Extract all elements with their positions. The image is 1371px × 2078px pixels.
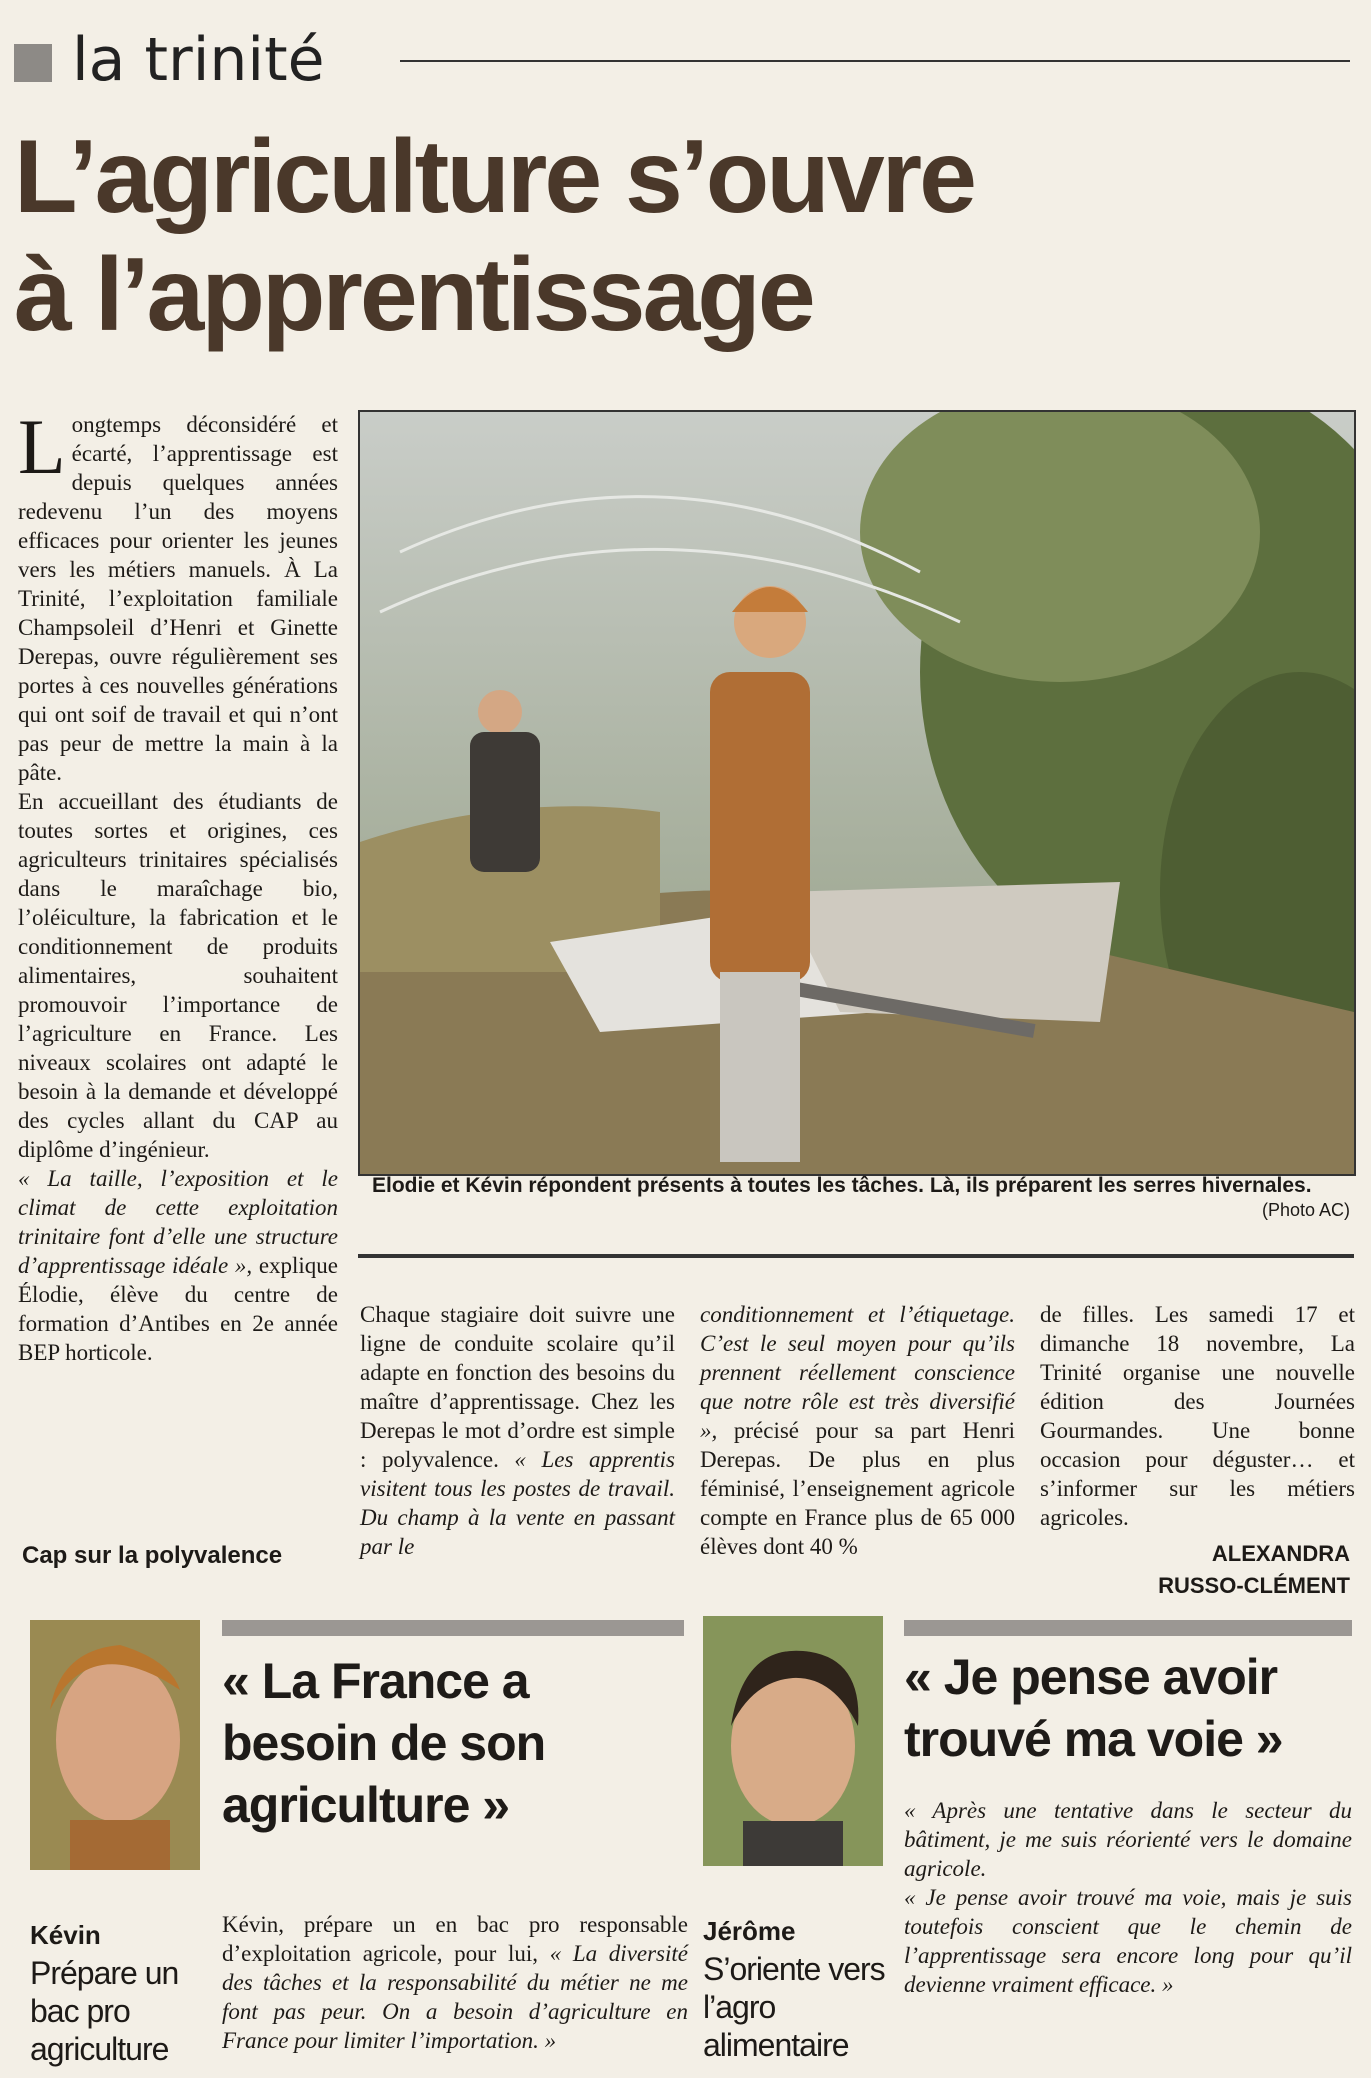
paragraph: En accueillant des étudiants de toutes sortes et origines, ces agriculteurs trinitaires spécialisés dans le maraîchage bio, l’oléiculture, la fabrication et le conditionnement de produits alimentaires, souhaitent promouvoir l’importance de l’agriculture en France. Les niveaux scolaires ont adapté le besoin à la demande et développé des cycles allant du CAP au diplôme d’ingénieur. xyxy=(18,789,338,1162)
article-column-4 xyxy=(1040,1300,1355,1532)
headline-line-1: L’agriculture s’ouvre xyxy=(14,119,974,235)
subheading: Cap sur la polyvalence xyxy=(22,1542,283,1569)
article-column-2 xyxy=(360,1300,675,1561)
pull-quote: « La France a besoin de son agriculture » xyxy=(222,1653,546,1833)
drop-cap: L xyxy=(18,403,66,490)
photo-illustration xyxy=(360,412,1354,1174)
person-description: S’oriente vers l’agro alimentaire xyxy=(703,1951,885,2063)
quote-text: « La diversité des tâches et la responsabilité du métier ne me font pas peur. On a besoin d’agriculture en France pour limiter l’importation. » xyxy=(222,1941,688,2053)
quote-text: conditionnement et l’étiquetage. C’est le seul moyen pour qu’ils prennent réellement conscience que notre rôle est très diversifié », xyxy=(700,1302,1015,1443)
portrait-illustration xyxy=(703,1616,883,1866)
paragraph: ongtemps déconsidéré et écarté, l’apprentissage est depuis quelques années redevenu l’un des moyens efficaces pour orienter les jeunes vers les métiers manuels. À La Trinité, l’exploitation familiale Champsoleil d’Henri et Ginette Derepas, ouvre régulièrement ses portes à ces nouvelles générations qui ont soif de travail et qui n’ont pas peur de mettre la main à la pâte. xyxy=(18,412,338,785)
article-column-3 xyxy=(700,1300,1015,1561)
byline-line-2: RUSSO-CLÉMENT xyxy=(1158,1573,1350,1598)
quote-bar xyxy=(222,1620,684,1636)
person-name: Jérôme xyxy=(703,1916,796,1946)
quote-text: « Je pense avoir trouvé ma voie, mais je suis toutefois conscient que le chemin de l’apprentissage sera encore long pour qu’il devienne vraiment efficace. » xyxy=(904,1885,1352,1997)
pull-quote: « Je pense avoir trouvé ma voie » xyxy=(904,1649,1283,1767)
article-column-1 xyxy=(18,403,339,1367)
section-title: la trinité xyxy=(72,25,325,95)
quote-text: « Les apprentis visitent tous les postes de travail. Du champ à la vente en passant par le xyxy=(360,1447,675,1559)
section-marker xyxy=(14,44,52,82)
quote-text: « La taille, l’exposition et le climat de cette exploitation trinitaire font d’elle une structure d’apprentissage idéale », xyxy=(18,1166,338,1278)
box-text xyxy=(222,1910,688,2055)
paragraph: Kévin, prépare un en bac pro responsable d’exploitation agricole, pour lui, xyxy=(222,1912,688,1966)
paragraph: explique Élodie, élève du centre de formation d’Antibes en 2e année BEP horticole. xyxy=(18,1253,339,1365)
person-description: Prépare un bac pro agriculture xyxy=(30,1955,179,2067)
photo-caption: Elodie et Kévin répondent présents à toutes les tâches. Là, ils préparent les serres hivernales. xyxy=(372,1174,1312,1197)
photo-credit: (Photo AC) xyxy=(1261,1200,1350,1220)
paragraph: Chaque stagiaire doit suivre une ligne de conduite scolaire qu’il adapte en fonction des besoins du maître d’apprentissage. Chez les Derepas le mot d’ordre est simple : polyvalence. xyxy=(360,1302,675,1472)
caption-rule xyxy=(358,1254,1354,1258)
headline-line-2: à l’apprentissage xyxy=(14,237,813,353)
article-photo xyxy=(358,410,1356,1176)
byline xyxy=(1060,1538,1350,1602)
person-name: Kévin xyxy=(30,1920,101,1950)
headline xyxy=(14,118,1354,354)
paragraph: de filles. Les samedi 17 et dimanche 18 novembre, La Trinité organise une nouvelle édition des Journées Gourmandes. Une bonne occasion pour déguster… et s’informer sur les métiers agricoles. xyxy=(1040,1302,1355,1530)
byline-line-1: ALEXANDRA xyxy=(1211,1541,1350,1566)
portrait-illustration xyxy=(30,1620,200,1870)
box-text xyxy=(904,1796,1352,1999)
quote-text: « Après une tentative dans le secteur du bâtiment, je me suis réorienté vers le domaine agricole. xyxy=(904,1798,1352,1881)
quote-bar xyxy=(904,1620,1352,1636)
paragraph: précisé pour sa part Henri Derepas. De plus en plus féminisé, l’enseignement agricole compte en France plus de 65 000 élèves dont 40 % xyxy=(700,1418,1015,1559)
portrait-kevin xyxy=(30,1620,200,1870)
portrait-jerome xyxy=(703,1616,883,1866)
header-rule xyxy=(400,60,1350,62)
